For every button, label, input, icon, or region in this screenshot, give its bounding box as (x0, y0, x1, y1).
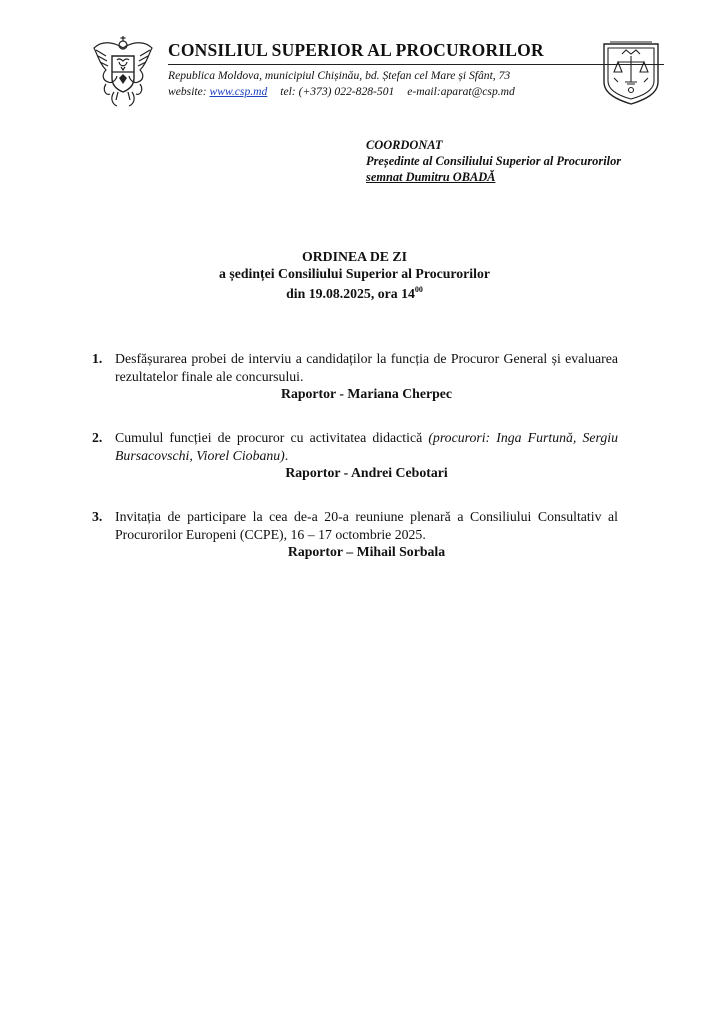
agenda-item (92, 429, 618, 482)
agenda-item-number: 1. (92, 351, 103, 366)
moldova-coat-of-arms-icon (90, 34, 156, 110)
agenda-subtitle: a ședinței Consiliului Superior al Procurorilor (219, 265, 490, 281)
agenda-title-block (0, 249, 709, 303)
agenda-item-text: Cumulul funcției de procuror cu activitatea didactică (115, 430, 423, 445)
agenda-item-text: Desfășurarea probei de interviu a candidaților la funcția de Procuror General și evaluarea rezultatelor finale ale concursului. (115, 351, 618, 384)
coordination-block (366, 137, 621, 185)
agenda-item-text: Invitația de participare la cea de-a 20-a reuniune plenară a Consiliului Consultativ al Procurorilor Europeni (CCPE), 16 – 17 octombrie 2025. (115, 509, 618, 542)
agenda-title: ORDINEA DE ZI (301, 249, 408, 264)
email-label: e-mail: (407, 85, 441, 98)
coordination-signature: semnat Dumitru OBADĂ (366, 170, 496, 184)
agenda-item-end: . (284, 447, 289, 463)
agenda-item-text-block (115, 429, 618, 464)
agenda-item-reporter: Raportor - Mariana Cherpec (280, 386, 453, 401)
tel-value: (+373) 022-828-501 (298, 85, 395, 98)
org-title: CONSILIUL SUPERIOR AL PROCURORILOR (168, 40, 544, 60)
website-link[interactable]: www.csp.md (209, 85, 268, 98)
agenda-date-text: din 19.08.2025, ora 14 (286, 286, 415, 301)
agenda-item (92, 350, 618, 403)
agenda-item-number: 2. (92, 430, 103, 445)
website-label: website: (168, 85, 207, 98)
agenda-item-reporter: Raportor – Mihail Sorbala (287, 544, 446, 559)
email-value: aparat@csp.md (440, 85, 515, 98)
org-contacts (168, 85, 515, 98)
agenda-time-minutes: 00 (414, 285, 423, 294)
csp-seal-icon (598, 36, 664, 106)
header-divider (168, 64, 664, 65)
coordination-status: COORDONAT (366, 138, 443, 152)
agenda-item-number: 3. (92, 509, 103, 524)
org-address: Republica Moldova, municipiul Chișinău, bd. Ștefan cel Mare și Sfânt, 73 (168, 69, 511, 82)
agenda-item-note: (procurori: Inga Furtună, Sergiu Bursacovschi, Viorel Ciobanu) (115, 430, 618, 463)
agenda-item (92, 508, 618, 561)
tel-label: tel: (280, 85, 296, 98)
agenda-item-reporter: Raportor - Andrei Cebotari (285, 465, 448, 480)
coordination-position: Președinte al Consiliului Superior al Procurorilor (366, 154, 622, 168)
agenda-date (0, 282, 709, 303)
